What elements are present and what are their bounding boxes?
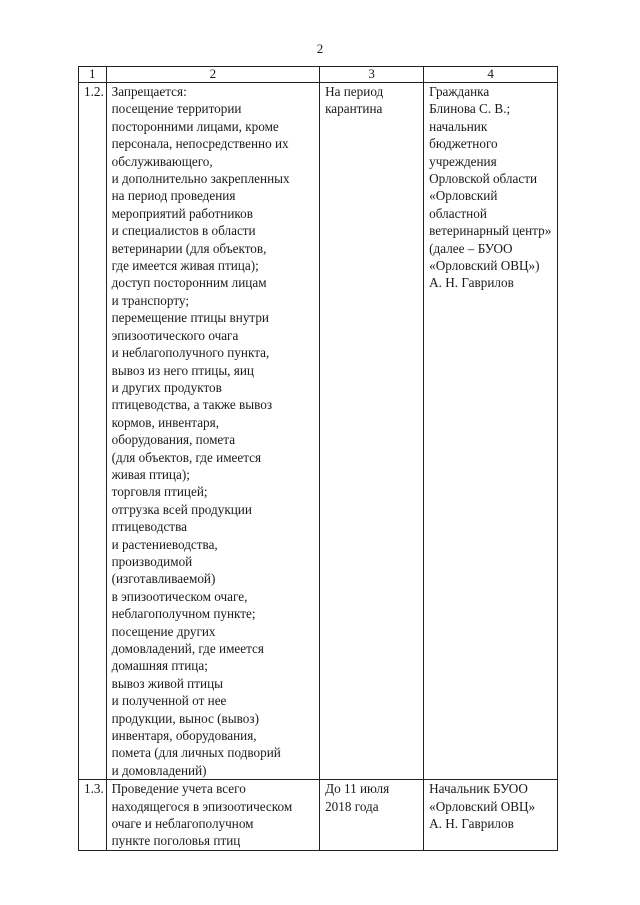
text-line: производимой: [111, 553, 193, 569]
text-line: Гражданка: [429, 84, 490, 99]
text-line: мероприятий работников: [111, 205, 253, 221]
text-line: находящегося в эпизоотическом: [111, 798, 293, 814]
text-line: неблагополучном пункте;: [111, 606, 256, 622]
measures-table: [78, 66, 558, 851]
text-line: Орловской области: [429, 171, 538, 187]
column-header-2: 2: [106, 67, 319, 83]
text-line: инвентаря, оборудования,: [111, 728, 257, 744]
text-line: карантина: [325, 101, 383, 117]
text-line: «Орловский: [429, 188, 498, 204]
text-line: торговля птицей;: [111, 484, 208, 500]
text-line: 2018 года: [325, 798, 379, 814]
table-header-row: [79, 67, 558, 83]
text-line: Запрещается:: [111, 84, 187, 99]
column-header-1: 1: [79, 67, 107, 83]
table-row: [79, 83, 558, 780]
text-line: До 11 июля: [325, 781, 390, 797]
text-line: Начальник БУОО: [429, 781, 528, 797]
column-header-3: 3: [320, 67, 424, 83]
text-line: обслуживающего,: [111, 153, 213, 169]
text-line: и полученной от нее: [111, 693, 227, 709]
text-line: (изготавливаемой): [111, 571, 216, 587]
text-line: Проведение учета всего: [111, 781, 246, 797]
text-line: посторонними лицами, кроме: [111, 118, 279, 134]
text-line: и транспорту;: [111, 292, 189, 308]
row-number: 1.3.: [79, 780, 107, 851]
text-line: птицеводства, а также вывоз: [111, 397, 273, 413]
text-line: помета (для личных подворий: [111, 745, 281, 761]
text-line: на период проведения: [111, 188, 236, 204]
text-line: ветеринарный центр»: [429, 223, 552, 239]
measure-description: [106, 83, 319, 780]
text-line: посещение других: [111, 623, 216, 639]
text-line: «Орловский ОВЦ»): [429, 258, 540, 274]
text-line: кормов, инвентаря,: [111, 414, 220, 430]
text-line: и растениеводства,: [111, 536, 218, 552]
text-line: домашняя птица;: [111, 658, 208, 674]
text-line: в эпизоотическом очаге,: [111, 588, 248, 604]
text-line: начальник: [429, 118, 488, 134]
responsible-person: [424, 83, 558, 780]
text-line: вывоз живой птицы: [111, 675, 223, 691]
text-line: продукции, вынос (вывоз): [111, 710, 259, 726]
text-line: учреждения: [429, 153, 497, 169]
text-line: А. Н. Гаврилов: [429, 275, 514, 291]
text-line: птицеводства: [111, 519, 187, 535]
text-line: бюджетного: [429, 136, 498, 152]
text-line: и домовладений): [111, 762, 207, 778]
responsible-person: [424, 780, 558, 851]
text-line: отгрузка всей продукции: [111, 501, 252, 517]
text-line: посещение территории: [111, 101, 242, 117]
text-line: оборудования, помета: [111, 432, 236, 448]
text-line: и неблагополучного пункта,: [111, 345, 270, 361]
table-row: [79, 780, 558, 851]
text-line: и других продуктов: [111, 379, 222, 395]
text-line: Блинова С. В.;: [429, 101, 511, 117]
text-line: где имеется живая птица);: [111, 258, 259, 274]
text-line: живая птица);: [111, 466, 190, 482]
text-line: перемещение птицы внутри: [111, 310, 269, 326]
page-number: 2: [316, 41, 324, 56]
text-line: вывоз из него птицы, яиц: [111, 362, 254, 378]
text-line: домовладений, где имеется: [111, 641, 264, 656]
column-header-4: 4: [424, 67, 558, 83]
measure-description: [106, 780, 319, 851]
text-line: доступ посторонним лицам: [111, 275, 267, 291]
text-line: очаге и неблагополучном: [111, 816, 254, 832]
text-line: На период: [325, 84, 384, 99]
row-number: 1.2.: [79, 83, 107, 780]
measure-term: [320, 83, 424, 780]
text-line: «Орловский ОВЦ»: [429, 798, 536, 814]
text-line: персонала, непосредственно их: [111, 136, 289, 152]
text-line: А. Н. Гаврилов: [429, 816, 514, 832]
text-line: областной: [429, 205, 487, 221]
text-line: (для объектов, где имеется: [111, 449, 262, 465]
text-line: пункте поголовья птиц: [111, 833, 241, 849]
text-line: (далее – БУОО: [429, 240, 513, 256]
text-line: и специалистов в области: [111, 223, 256, 239]
text-line: и дополнительно закрепленных: [111, 171, 290, 187]
measure-term: [320, 780, 424, 851]
text-line: эпизоотического очага: [111, 327, 239, 343]
text-line: ветеринарии (для объектов,: [111, 240, 267, 256]
